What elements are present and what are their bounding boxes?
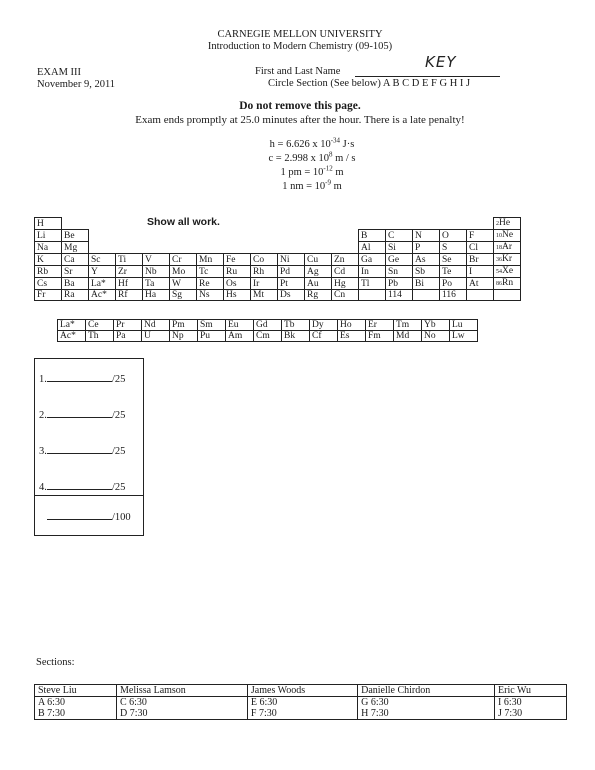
element-cell: Tl: [359, 278, 386, 290]
element-cell: Rf: [116, 290, 143, 301]
element-cell: Cl: [467, 242, 494, 254]
element-cell: Rb: [35, 266, 62, 278]
constant-unit: m / s: [332, 153, 356, 164]
atomic-number: 18: [496, 245, 502, 251]
university-title: CARNEGIE MELLON UNIVERSITY: [217, 29, 383, 40]
element-cell: Tm: [394, 320, 422, 331]
element-cell: Os: [224, 278, 251, 290]
score-input-line[interactable]: [47, 479, 112, 490]
element-cell: Pu: [198, 331, 226, 342]
element-cell: K: [35, 254, 62, 266]
course-title: Introduction to Modern Chemistry (09-105): [207, 41, 393, 52]
element-cell: Na: [35, 242, 62, 254]
table-spacer: [170, 230, 197, 242]
element-cell: Ce: [86, 320, 114, 331]
table-spacer: [116, 230, 143, 242]
table-spacer: [305, 230, 332, 242]
element-cell: Ac*: [58, 331, 86, 342]
score-max: /100: [112, 512, 131, 523]
do-not-remove-notice: Do not remove this page.: [239, 100, 361, 112]
table-spacer: [143, 230, 170, 242]
table-spacer: [170, 218, 197, 230]
element-cell: Br: [467, 254, 494, 266]
element-cell: Ir: [251, 278, 278, 290]
table-spacer: [413, 218, 440, 230]
table-spacer: [305, 218, 332, 230]
element-cell: Ni: [278, 254, 305, 266]
name-field-line[interactable]: [355, 75, 500, 77]
score-box: [34, 358, 144, 536]
element-cell-empty: [413, 290, 440, 301]
element-cell: Nd: [142, 320, 170, 331]
element-cell: Ho: [338, 320, 366, 331]
element-cell: W: [170, 278, 197, 290]
element-cell: Mg: [62, 242, 89, 254]
element-cell: Fe: [224, 254, 251, 266]
total-divider: [35, 495, 143, 496]
section-time: D 7:30: [116, 708, 247, 720]
element-cell: Pa: [114, 331, 142, 342]
element-cell: B: [359, 230, 386, 242]
element-cell: Se: [440, 254, 467, 266]
element-cell: Y: [89, 266, 116, 278]
element-symbol: Ne: [502, 230, 514, 240]
exam-date: November 9, 2011: [37, 79, 116, 90]
element-cell: Sb: [413, 266, 440, 278]
constant-line: [252, 152, 372, 166]
constant-base: 1 nm = 10: [282, 181, 326, 192]
score-row: [39, 371, 125, 385]
periodic-table: [34, 217, 521, 301]
table-spacer: [224, 242, 251, 254]
element-cell: Cm: [254, 331, 282, 342]
score-max: /25: [112, 446, 126, 457]
constant-line: [252, 180, 372, 194]
constant-unit: m: [332, 167, 344, 178]
element-cell: Tc: [197, 266, 224, 278]
element-symbol: Xe: [502, 266, 514, 276]
element-cell: Fm: [366, 331, 394, 342]
element-cell: No: [422, 331, 450, 342]
element-cell: Ga: [359, 254, 386, 266]
table-spacer: [170, 242, 197, 254]
element-cell: P: [413, 242, 440, 254]
score-input-line[interactable]: [47, 443, 112, 454]
element-cell: Pb: [386, 278, 413, 290]
table-spacer: [62, 218, 89, 230]
element-cell: Nb: [143, 266, 170, 278]
element-cell: Cu: [305, 254, 332, 266]
element-cell: Pr: [114, 320, 142, 331]
table-spacer: [89, 242, 116, 254]
element-cell: Am: [226, 331, 254, 342]
element-cell: [494, 242, 521, 254]
constant-unit: m: [331, 181, 342, 192]
constant-base: c = 2.998 x 10: [268, 153, 329, 164]
element-cell: I: [467, 266, 494, 278]
element-cell-empty: [467, 290, 494, 301]
sections-title: Sections:: [36, 657, 75, 668]
element-cell: Lw: [450, 331, 478, 342]
table-spacer: [251, 230, 278, 242]
element-cell: Pt: [278, 278, 305, 290]
table-spacer: [332, 218, 359, 230]
table-spacer: [440, 218, 467, 230]
element-cell: Fr: [35, 290, 62, 301]
section-time: A 6:30: [35, 697, 117, 709]
instructor-name: Eric Wu: [495, 685, 567, 697]
element-cell: Hf: [116, 278, 143, 290]
score-input-line[interactable]: [47, 407, 112, 418]
table-spacer: [278, 230, 305, 242]
table-spacer: [143, 242, 170, 254]
element-cell: Zr: [116, 266, 143, 278]
element-cell: U: [142, 331, 170, 342]
table-spacer: [251, 218, 278, 230]
atomic-number: 36: [496, 257, 502, 263]
element-cell: Lu: [450, 320, 478, 331]
name-label: First and Last Name: [255, 66, 341, 77]
table-spacer: [359, 218, 386, 230]
element-cell: Ru: [224, 266, 251, 278]
element-cell: Bi: [413, 278, 440, 290]
score-max: /25: [112, 374, 126, 385]
section-time: B 7:30: [35, 708, 117, 720]
element-cell-empty: [494, 290, 521, 301]
section-time: C 6:30: [116, 697, 247, 709]
element-cell: [494, 218, 521, 230]
element-cell: Be: [62, 230, 89, 242]
constant-base: 1 pm = 10: [280, 167, 324, 178]
element-cell: Cr: [170, 254, 197, 266]
element-cell: Th: [86, 331, 114, 342]
constant-exponent: -12: [323, 164, 333, 173]
show-work-label: Show all work.: [147, 216, 220, 228]
element-cell: La*: [89, 278, 116, 290]
element-cell: Si: [386, 242, 413, 254]
element-cell: F: [467, 230, 494, 242]
element-cell: Mn: [197, 254, 224, 266]
table-spacer: [251, 242, 278, 254]
constant-line: [252, 138, 372, 152]
element-cell: Rg: [305, 290, 332, 301]
constant-unit: J·s: [340, 139, 355, 150]
question-number: 3.: [39, 446, 47, 457]
score-row: [39, 479, 125, 493]
element-cell: Sn: [386, 266, 413, 278]
element-cell: Ag: [305, 266, 332, 278]
element-cell: Es: [338, 331, 366, 342]
table-spacer: [467, 218, 494, 230]
element-cell: Sm: [198, 320, 226, 331]
atomic-number: 86: [496, 281, 502, 287]
element-cell: Re: [197, 278, 224, 290]
lanthanide-row: [57, 319, 478, 342]
table-spacer: [305, 242, 332, 254]
instructor-name: James Woods: [247, 685, 357, 697]
table-spacer: [332, 230, 359, 242]
score-input-line[interactable]: [47, 371, 112, 382]
element-cell: Cf: [310, 331, 338, 342]
table-spacer: [278, 242, 305, 254]
table-spacer: [116, 242, 143, 254]
element-cell: Eu: [226, 320, 254, 331]
instructor-name: Steve Liu: [35, 685, 117, 697]
element-cell: Sc: [89, 254, 116, 266]
element-cell: Ba: [62, 278, 89, 290]
table-spacer: [197, 242, 224, 254]
constant-line: [252, 166, 372, 180]
element-cell: Pd: [278, 266, 305, 278]
element-cell: H: [35, 218, 62, 230]
question-number: 2.: [39, 410, 47, 421]
section-time: H 7:30: [358, 708, 495, 720]
table-spacer: [332, 242, 359, 254]
element-cell: Ds: [278, 290, 305, 301]
element-symbol: He: [499, 218, 511, 228]
constant-exponent: -34: [330, 136, 341, 145]
element-cell: [494, 278, 521, 290]
constant-base: h = 6.626 x 10: [269, 139, 331, 150]
element-cell: O: [440, 230, 467, 242]
constant-exponent: 8: [328, 150, 333, 159]
element-cell: 114: [386, 290, 413, 301]
table-spacer: [386, 218, 413, 230]
element-cell: Yb: [422, 320, 450, 331]
atomic-number: 10: [496, 233, 502, 239]
element-cell: Zn: [332, 254, 359, 266]
score-max: /25: [112, 482, 126, 493]
element-cell: Ta: [143, 278, 170, 290]
section-circle-label[interactable]: Circle Section (See below) A B C D E F G H I J: [268, 78, 471, 89]
element-cell: Np: [170, 331, 198, 342]
question-number: 4.: [39, 482, 47, 493]
element-cell: Ns: [197, 290, 224, 301]
table-spacer: [278, 218, 305, 230]
element-cell: Pm: [170, 320, 198, 331]
score-max: /25: [112, 410, 126, 421]
element-symbol: Rn: [502, 278, 514, 288]
table-spacer: [89, 230, 116, 242]
element-cell: Sr: [62, 266, 89, 278]
section-time: I 6:30: [495, 697, 567, 709]
element-cell: Hs: [224, 290, 251, 301]
element-cell: Ti: [116, 254, 143, 266]
table-spacer: [197, 218, 224, 230]
element-cell: [494, 266, 521, 278]
element-cell: At: [467, 278, 494, 290]
exam-label: EXAM III: [37, 67, 82, 78]
sections-table: [34, 684, 567, 720]
element-cell: Po: [440, 278, 467, 290]
element-cell-empty: [359, 290, 386, 301]
element-cell: In: [359, 266, 386, 278]
table-spacer: [89, 218, 116, 230]
element-cell: C: [386, 230, 413, 242]
element-cell: Cd: [332, 266, 359, 278]
element-cell: Ca: [62, 254, 89, 266]
element-cell: Au: [305, 278, 332, 290]
element-cell: Mt: [251, 290, 278, 301]
atomic-number: 2: [496, 221, 499, 227]
section-time: E 6:30: [247, 697, 357, 709]
element-cell: Cs: [35, 278, 62, 290]
element-cell: Md: [394, 331, 422, 342]
element-cell: Al: [359, 242, 386, 254]
instructor-name: Danielle Chirdon: [358, 685, 495, 697]
table-spacer: [143, 218, 170, 230]
constant-exponent: -9: [325, 178, 331, 187]
table-spacer: [224, 218, 251, 230]
element-cell: Cn: [332, 290, 359, 301]
element-cell: Te: [440, 266, 467, 278]
table-spacer: [197, 230, 224, 242]
score-input-line[interactable]: [47, 509, 112, 520]
element-cell: Ge: [386, 254, 413, 266]
element-cell: Rh: [251, 266, 278, 278]
section-time: G 6:30: [358, 697, 495, 709]
atomic-number: 54: [496, 269, 502, 275]
element-cell: Mo: [170, 266, 197, 278]
element-cell: Hg: [332, 278, 359, 290]
element-symbol: Ar: [502, 242, 513, 252]
question-number: 1.: [39, 374, 47, 385]
name-value: KEY: [425, 53, 457, 71]
element-cell: Ha: [143, 290, 170, 301]
element-cell: As: [413, 254, 440, 266]
table-spacer: [116, 218, 143, 230]
table-spacer: [224, 230, 251, 242]
element-cell: Li: [35, 230, 62, 242]
element-cell: Bk: [282, 331, 310, 342]
time-notice: Exam ends promptly at 25.0 minutes after the hour. There is a late penalty!: [135, 114, 465, 126]
element-cell: Dy: [310, 320, 338, 331]
element-cell: Co: [251, 254, 278, 266]
constants-block: [252, 138, 372, 194]
element-cell: La*: [58, 320, 86, 331]
element-symbol: Kr: [502, 254, 513, 264]
element-cell: N: [413, 230, 440, 242]
score-row: [39, 509, 131, 523]
element-cell: Tb: [282, 320, 310, 331]
score-row: [39, 407, 125, 421]
element-cell: Gd: [254, 320, 282, 331]
section-time: J 7:30: [495, 708, 567, 720]
element-cell: V: [143, 254, 170, 266]
element-cell: [494, 230, 521, 242]
element-cell: 116: [440, 290, 467, 301]
element-cell: Sg: [170, 290, 197, 301]
element-cell: Er: [366, 320, 394, 331]
element-cell: Ac*: [89, 290, 116, 301]
element-cell: S: [440, 242, 467, 254]
score-row: [39, 443, 125, 457]
element-cell: [494, 254, 521, 266]
section-time: F 7:30: [247, 708, 357, 720]
element-cell: Ra: [62, 290, 89, 301]
instructor-name: Melissa Lamson: [116, 685, 247, 697]
